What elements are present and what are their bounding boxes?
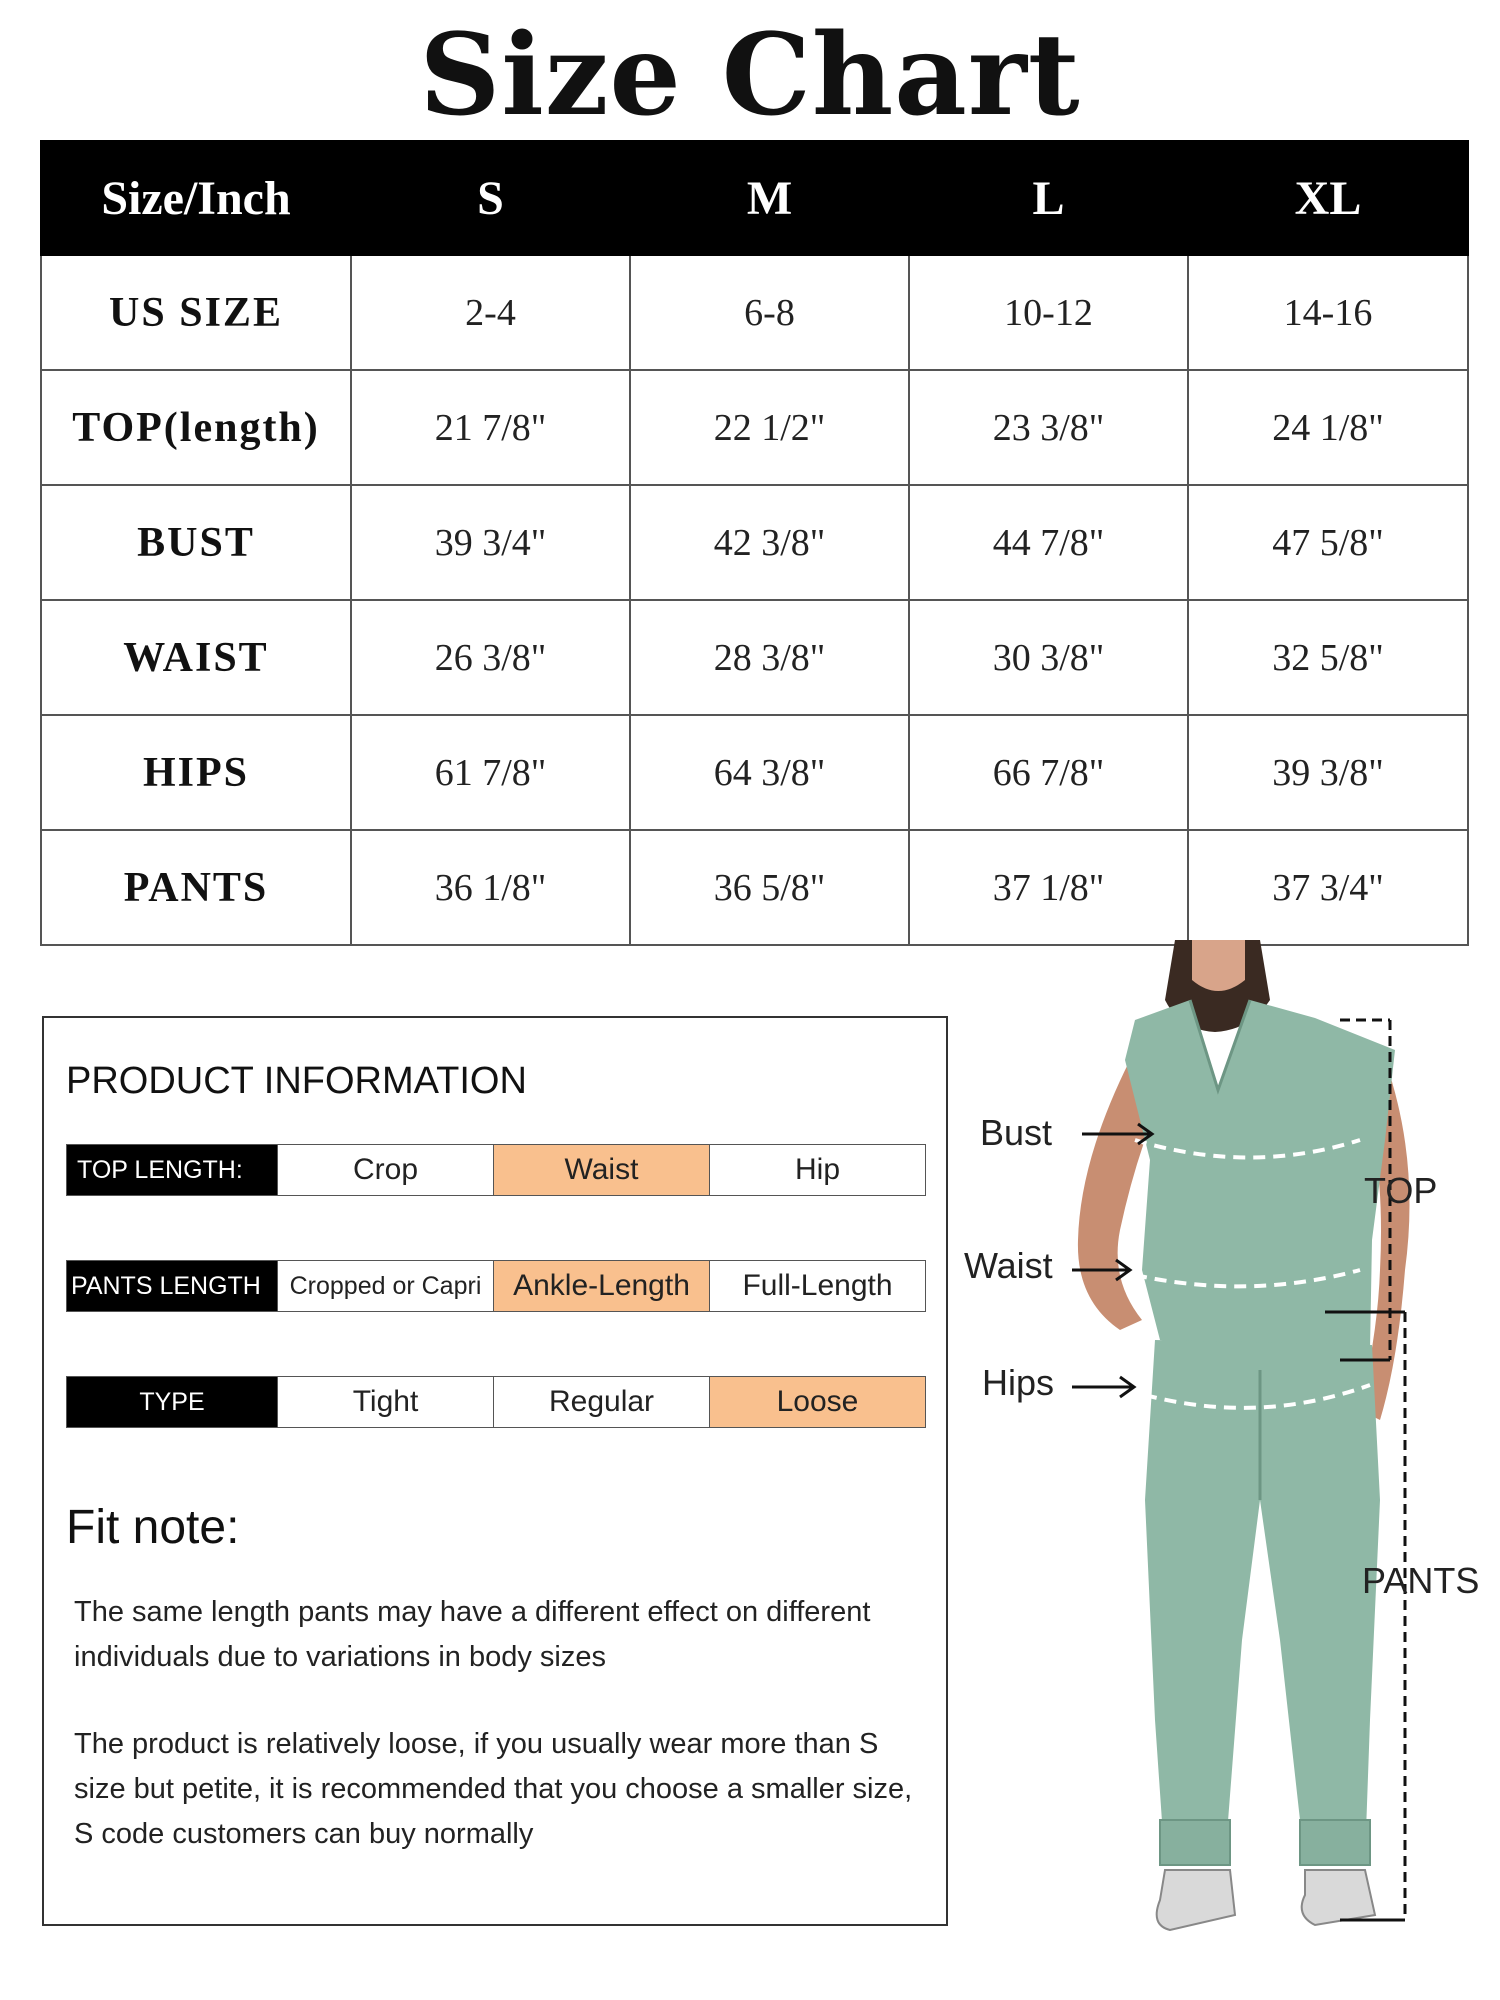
left-shoe xyxy=(1157,1870,1235,1930)
table-row xyxy=(41,485,1468,600)
table-cell: 39 3/4" xyxy=(351,485,630,600)
table-cell: 61 7/8" xyxy=(351,715,630,830)
table-cell: 14-16 xyxy=(1188,255,1468,370)
table-cell: 47 5/8" xyxy=(1188,485,1468,600)
pants-garment xyxy=(1145,1340,1380,1865)
pants-length-option-cropped: Cropped or Capri xyxy=(277,1261,493,1311)
table-cell: 37 1/8" xyxy=(909,830,1188,945)
table-cell: 26 3/8" xyxy=(351,600,630,715)
table-cell: 36 5/8" xyxy=(630,830,909,945)
fit-note-title: Fit note: xyxy=(66,1501,240,1554)
type-option-tight: Tight xyxy=(277,1377,493,1427)
top-length-option-crop: Crop xyxy=(277,1145,493,1195)
type-option-regular: Regular xyxy=(493,1377,709,1427)
waist-label: Waist xyxy=(964,1245,1053,1286)
product-info-box xyxy=(42,1016,948,1926)
table-row xyxy=(41,830,1468,945)
type-option-loose: Loose xyxy=(709,1377,925,1427)
table-cell: 36 1/8" xyxy=(351,830,630,945)
header-size-xl: XL xyxy=(1188,141,1468,255)
pants-length-label: PANTS LENGTH xyxy=(67,1261,277,1311)
model-figure xyxy=(960,940,1500,2000)
type-label: TYPE xyxy=(67,1377,277,1427)
row-label: BUST xyxy=(41,485,351,600)
table-cell: 66 7/8" xyxy=(909,715,1188,830)
table-cell: 30 3/8" xyxy=(909,600,1188,715)
table-cell: 23 3/8" xyxy=(909,370,1188,485)
table-cell: 28 3/8" xyxy=(630,600,909,715)
pants-label: PANTS xyxy=(1362,1560,1480,1601)
header-size-s: S xyxy=(351,141,630,255)
size-table xyxy=(40,140,1469,946)
header-size-m: M xyxy=(630,141,909,255)
page-title: Size Chart xyxy=(419,10,1081,141)
top-length-row xyxy=(66,1144,926,1196)
table-cell: 21 7/8" xyxy=(351,370,630,485)
table-cell: 64 3/8" xyxy=(630,715,909,830)
top-label: TOP xyxy=(1364,1170,1438,1211)
hips-label: Hips xyxy=(982,1362,1055,1403)
header-size-l: L xyxy=(909,141,1188,255)
top-length-label: TOP LENGTH: xyxy=(67,1145,277,1195)
table-cell: 10-12 xyxy=(909,255,1188,370)
fit-note-paragraph-1: The same length pants may have a different effect on different individuals due to variations in body sizes xyxy=(74,1596,871,1673)
size-table-header xyxy=(41,141,1468,255)
right-shoe xyxy=(1302,1870,1375,1925)
table-row xyxy=(41,255,1468,370)
top-length-option-waist: Waist xyxy=(493,1145,709,1195)
top-length-option-hip: Hip xyxy=(709,1145,925,1195)
table-cell: 44 7/8" xyxy=(909,485,1188,600)
pants-length-option-full: Full-Length xyxy=(709,1261,925,1311)
table-cell: 39 3/8" xyxy=(1188,715,1468,830)
table-cell: 32 5/8" xyxy=(1188,600,1468,715)
top-garment xyxy=(1125,1000,1395,1360)
row-label: WAIST xyxy=(41,600,351,715)
model-illustration xyxy=(960,940,1500,2000)
bust-label: Bust xyxy=(980,1112,1053,1153)
table-row xyxy=(41,370,1468,485)
table-row xyxy=(41,715,1468,830)
table-cell: 2-4 xyxy=(351,255,630,370)
row-label: TOP(length) xyxy=(41,370,351,485)
type-row xyxy=(66,1376,926,1428)
table-cell: 6-8 xyxy=(630,255,909,370)
header-size-inch: Size/Inch xyxy=(41,141,351,255)
product-info-title: PRODUCT INFORMATION xyxy=(66,1060,527,1102)
table-cell: 37 3/4" xyxy=(1188,830,1468,945)
row-label: HIPS xyxy=(41,715,351,830)
fit-note-paragraph-2: The product is relatively loose, if you usually wear more than S size but petite, it is recommended that you choose a smaller size, S code customers can buy normally xyxy=(74,1728,913,1850)
pants-length-row xyxy=(66,1260,926,1312)
row-label: US SIZE xyxy=(41,255,351,370)
pants-length-option-ankle: Ankle-Length xyxy=(493,1261,709,1311)
table-cell: 24 1/8" xyxy=(1188,370,1468,485)
row-label: PANTS xyxy=(41,830,351,945)
face-shape xyxy=(1192,940,1245,991)
table-row xyxy=(41,600,1468,715)
table-cell: 42 3/8" xyxy=(630,485,909,600)
table-cell: 22 1/2" xyxy=(630,370,909,485)
